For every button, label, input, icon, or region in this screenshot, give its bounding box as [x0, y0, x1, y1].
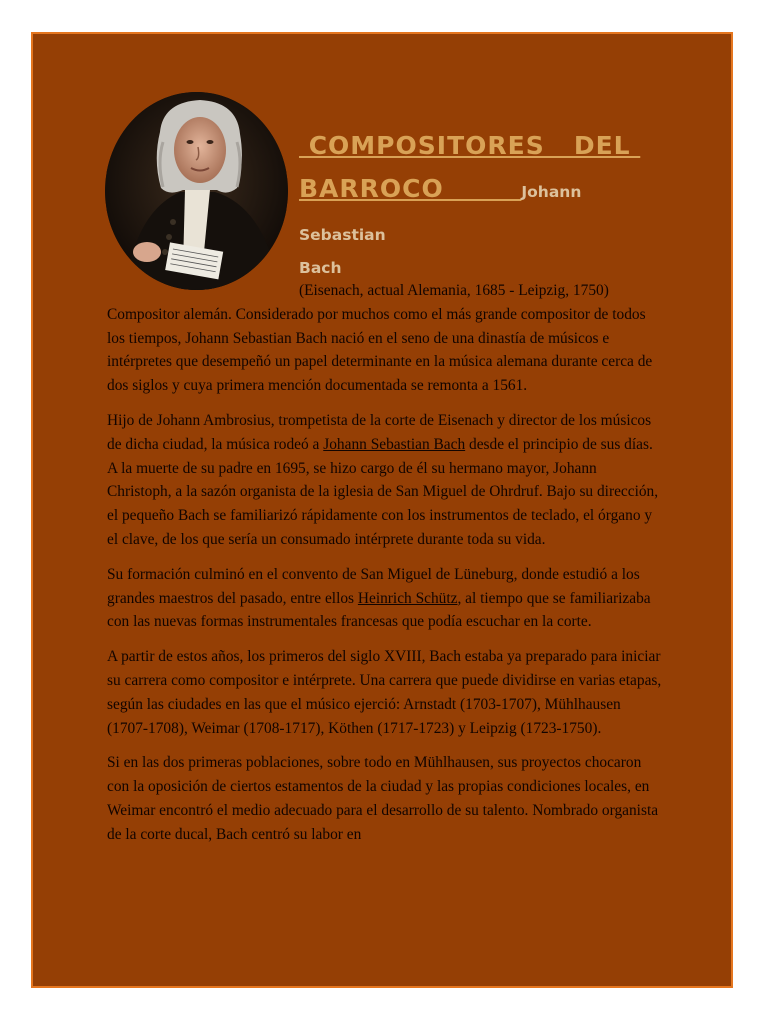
- document-text: [107, 124, 663, 858]
- paragraph-3: [107, 563, 663, 634]
- paragraph-5: Si en las dos primeras poblaciones, sobre todo en Mühlhausen, sus proyectos chocaron con la oposición de ciertos estamentos de la ciudad y las propias condiciones locales, en Weimar encontró el medio adecuado para el desarrollo de su talento. Nombrado organista de la corte ducal, Bach centró su labor en: [107, 754, 659, 843]
- link-johann-sebastian-bach[interactable]: Johann Sebastian Bach: [323, 435, 466, 453]
- subtitle-name: Johann Sebastian: [299, 183, 582, 244]
- intro-paragraph: [107, 279, 663, 398]
- subtitle-name-cont: Bach: [299, 259, 342, 277]
- paragraph-3-text-a: Su formación culminó en el convento de San Miguel de Lüneburg, donde estudió a los grandes maestros del pasado, entre ellos: [107, 565, 640, 607]
- paragraph-2: [107, 409, 663, 552]
- paragraph-2-text-a: Hijo de Johann Ambrosius, trompetista de la corte de Eisenach y director de los músicos de dicha ciudad, la música rodeó a: [107, 411, 652, 453]
- title-line-2: BARROCO: [299, 174, 522, 203]
- title-line-1: COMPOSITORES DEL: [299, 131, 641, 160]
- paragraph-2-text-b: desde el principio de sus días. A la muerte de su padre en 1695, se hizo cargo de él su hermano mayor, Johann Christoph, a la sazón organista de la iglesia de San Miguel de Ohrdruf. Bajo su dirección, el pequeño Bach se familiarizó rápidamente con los instrumentos de teclado, el órgano y el clave, de los que sería un consumado intérprete durante toda su vida.: [107, 435, 659, 548]
- portrait-spacer: [107, 124, 299, 292]
- link-heinrich-schutz[interactable]: Heinrich Schütz: [357, 589, 458, 607]
- intro-body: Compositor alemán. Considerado por muchos como el más grande compositor de todos los tiempos, Johann Sebastian Bach nació en el seno de una dinastía de músicos e intérpretes que desempeñó un papel determinante en la música alemana durante cerca de dos siglos y cuya primera mención documentada se remonta a 1561.: [107, 305, 653, 395]
- paragraph-4: A partir de estos años, los primeros del siglo XVIII, Bach estaba ya preparado para iniciar su carrera como compositor e intérprete. Una carrera que puede dividirse en varias etapas, según las ciudades en las que el músico ejerció: Arnstadt (1703-1707), Mühlhausen (1707-1708), Weimar (1708-1717), Köthen (1717-1723) y Leipzig (1723-1750).: [107, 648, 662, 737]
- intro-dates: (Eisenach, actual Alemania, 1685 - Leipzig, 1750): [299, 282, 609, 299]
- paragraph-3-text-b: , al tiempo que se familiarizaba con las nuevas formas instrumentales francesas que podía escuchar en la corte.: [107, 589, 651, 631]
